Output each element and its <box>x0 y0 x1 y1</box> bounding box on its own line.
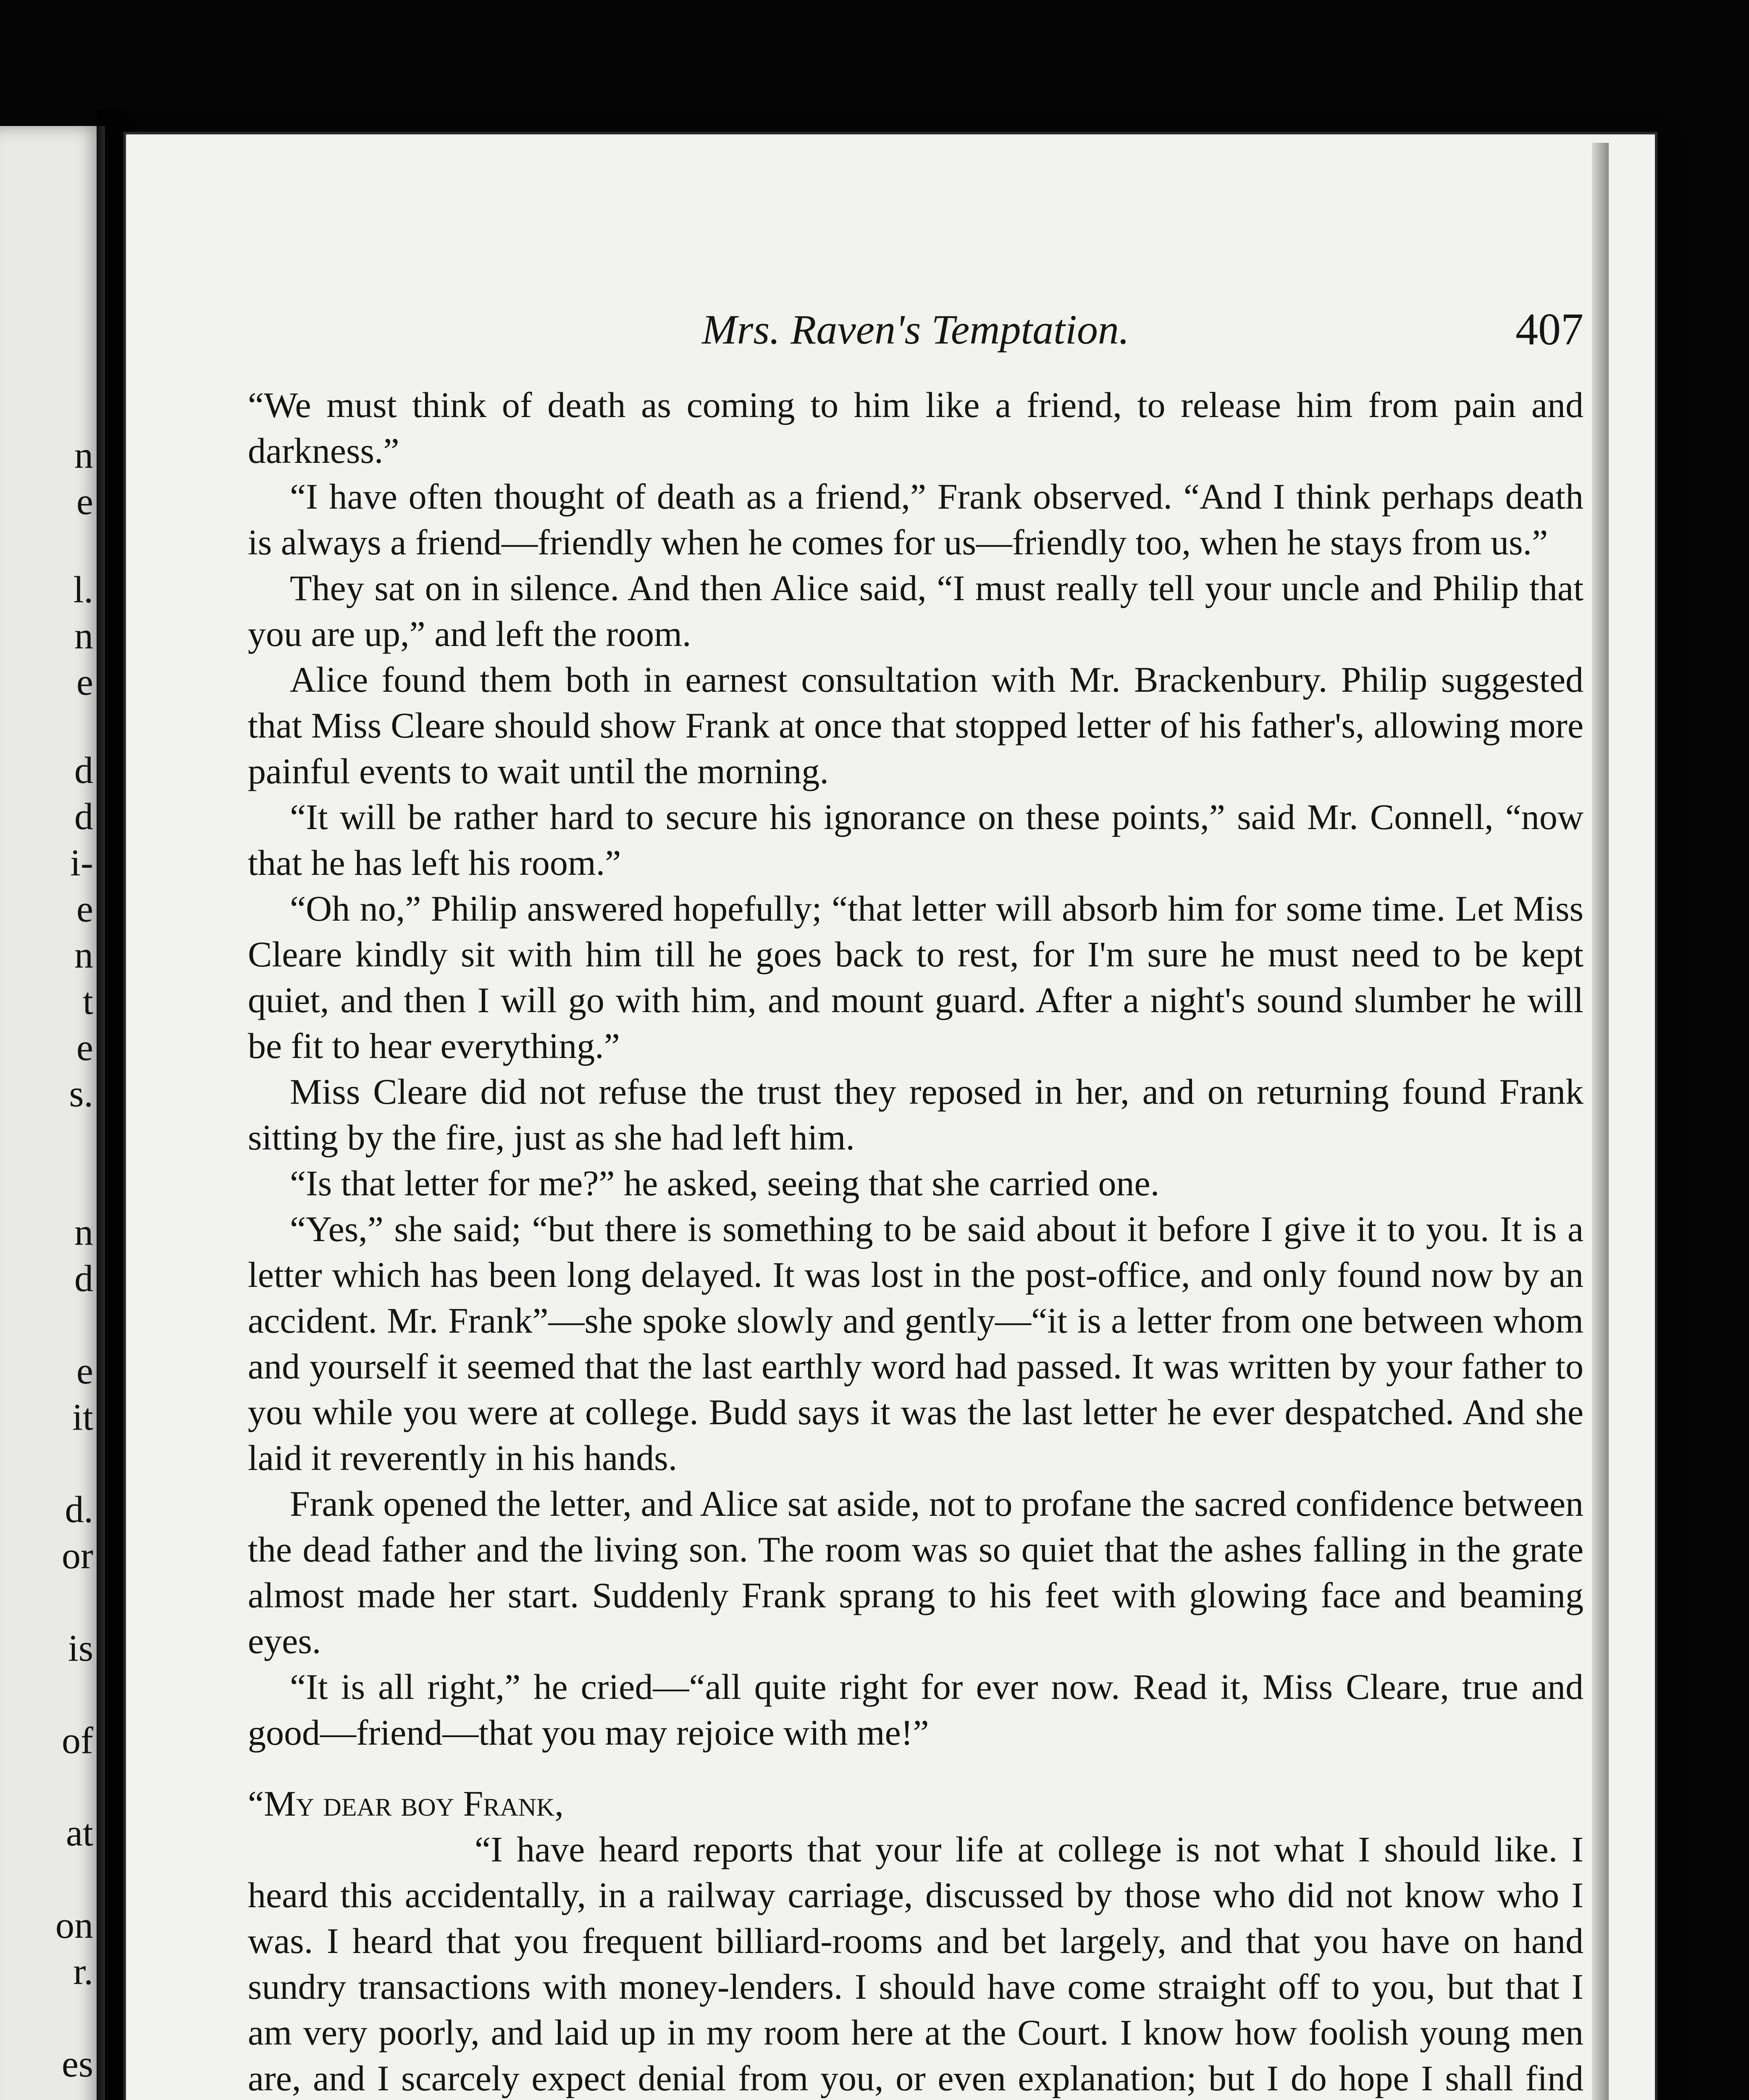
facing-page-fragment: it <box>72 1396 93 1438</box>
paragraph: Miss Cleare did not refuse the trust they reposed in her, and on returning found Frank sitting by the fire, just as she had left him. <box>248 1071 1584 1158</box>
facing-page-fragment: t <box>82 981 93 1022</box>
facing-page-fragment: d <box>74 1258 93 1299</box>
paragraph: “I have often thought of death as a friend,” Frank observed. “And I think perhaps death is always a friend—friendly when he comes for us—friendly too, when he stays from us.” <box>248 476 1584 562</box>
page-header <box>248 300 1584 359</box>
facing-page-fragment: d <box>74 750 93 791</box>
facing-page-fragment: e <box>76 481 93 522</box>
facing-page-fragment: n <box>74 435 93 476</box>
facing-page-fragment: e <box>76 662 93 703</box>
paragraph: “It is all right,” he cried—“all quite right for ever now. Read it, Miss Cleare, true and good—friend—that you may rejoice with me!” <box>248 1667 1584 1753</box>
paragraph: “Yes,” she said; “but there is something to be said about it before I give it to you. It is a letter which has been long delayed. It was lost in the post-office, and only found now by an accident. Mr. Frank”—she spoke slowly and gently—“it is a letter from one between whom and yourself it seemed that the last earthly word had passed. It was written by your father to you while you were at college. Budd says it was the last letter he ever despatched. And she laid it reverently in his hands. <box>248 1209 1584 1478</box>
facing-page-fragment: es <box>62 2043 93 2085</box>
paragraph: Frank opened the letter, and Alice sat aside, not to profane the sacred confidence between the dead father and the living son. The room was so quiet that the ashes falling in the grate almost made her start. Suddenly Frank sprang to his feet with glowing face and beaming eyes. <box>248 1483 1584 1661</box>
facing-page-fragment: n <box>74 1212 93 1253</box>
page-number: 407 <box>1515 304 1584 354</box>
facing-page-fragment: at <box>66 1812 93 1854</box>
paragraph: They sat on in silence. And then Alice said, “I must really tell your uncle and Philip that you are up,” and left the room. <box>248 568 1584 654</box>
paragraph: “It will be rather hard to secure his ignorance on these points,” said Mr. Connell, “now that he has left his room.” <box>248 797 1584 883</box>
page-edge-shading <box>1592 143 1609 2100</box>
running-title: Mrs. Raven's Temptation. <box>702 306 1129 353</box>
paragraph: “We must think of death as coming to him like a friend, to release him from pain and darkness.” <box>248 385 1584 471</box>
book-page <box>126 134 1655 2100</box>
facing-page-fragment: i- <box>70 842 93 884</box>
facing-page-edge <box>0 126 105 2100</box>
facing-page-fragment: on <box>55 1905 93 1946</box>
facing-page-fragment: e <box>76 888 93 930</box>
facing-page-fragment: of <box>62 1720 93 1761</box>
facing-page-fragment: l. <box>73 569 93 611</box>
facing-page-fragment: is <box>68 1628 93 1669</box>
facing-page-fragment: or <box>62 1535 93 1577</box>
letter-salutation: “My dear boy Frank, <box>248 1783 564 1824</box>
paragraph: “Oh no,” Philip answered hopefully; “that letter will absorb him for some time. Let Miss Cleare kindly sit with him till he goes back to rest, for I'm sure he must need to be kept quiet, and then I will go with him, and mount guard. After a night's sound slumber he will be fit to hear everything.” <box>248 888 1584 1066</box>
facing-page-fragment: r. <box>73 1951 93 1992</box>
paragraph: “Is that letter for me?” he asked, seeing that she carried one. <box>290 1163 1160 1203</box>
facing-page-fragment: s. <box>69 1073 93 1115</box>
facing-page-fragment: e <box>76 1350 93 1392</box>
letter-body: “I have heard reports that your life at college is not what I should like. I heard this accidentally, in a railway carriage, discussed by those who did not know who I was. I heard that you frequent billiard-rooms and bet largely, and that you have on hand sundry transactions with money-lenders. I should have come straight off to you, but that I am very poorly, and laid up in my room here at the Court. I know how foolish young men are, and I scarcely expect denial from you, or even explanation; but I do hope I shall find <box>248 1829 1584 2098</box>
page-body <box>248 382 1584 2100</box>
facing-page-fragment: e <box>76 1027 93 1068</box>
facing-page-fragment: n <box>74 615 93 657</box>
paragraph: Alice found them both in earnest consultation with Mr. Brackenbury. Philip suggested that Miss Cleare should show Frank at once that stopped letter of his father's, allowing more painful events to wait until the morning. <box>248 659 1584 791</box>
facing-page-fragment: d. <box>65 1489 93 1530</box>
facing-page-fragment: d <box>74 796 93 837</box>
facing-page-fragment: n <box>74 934 93 976</box>
